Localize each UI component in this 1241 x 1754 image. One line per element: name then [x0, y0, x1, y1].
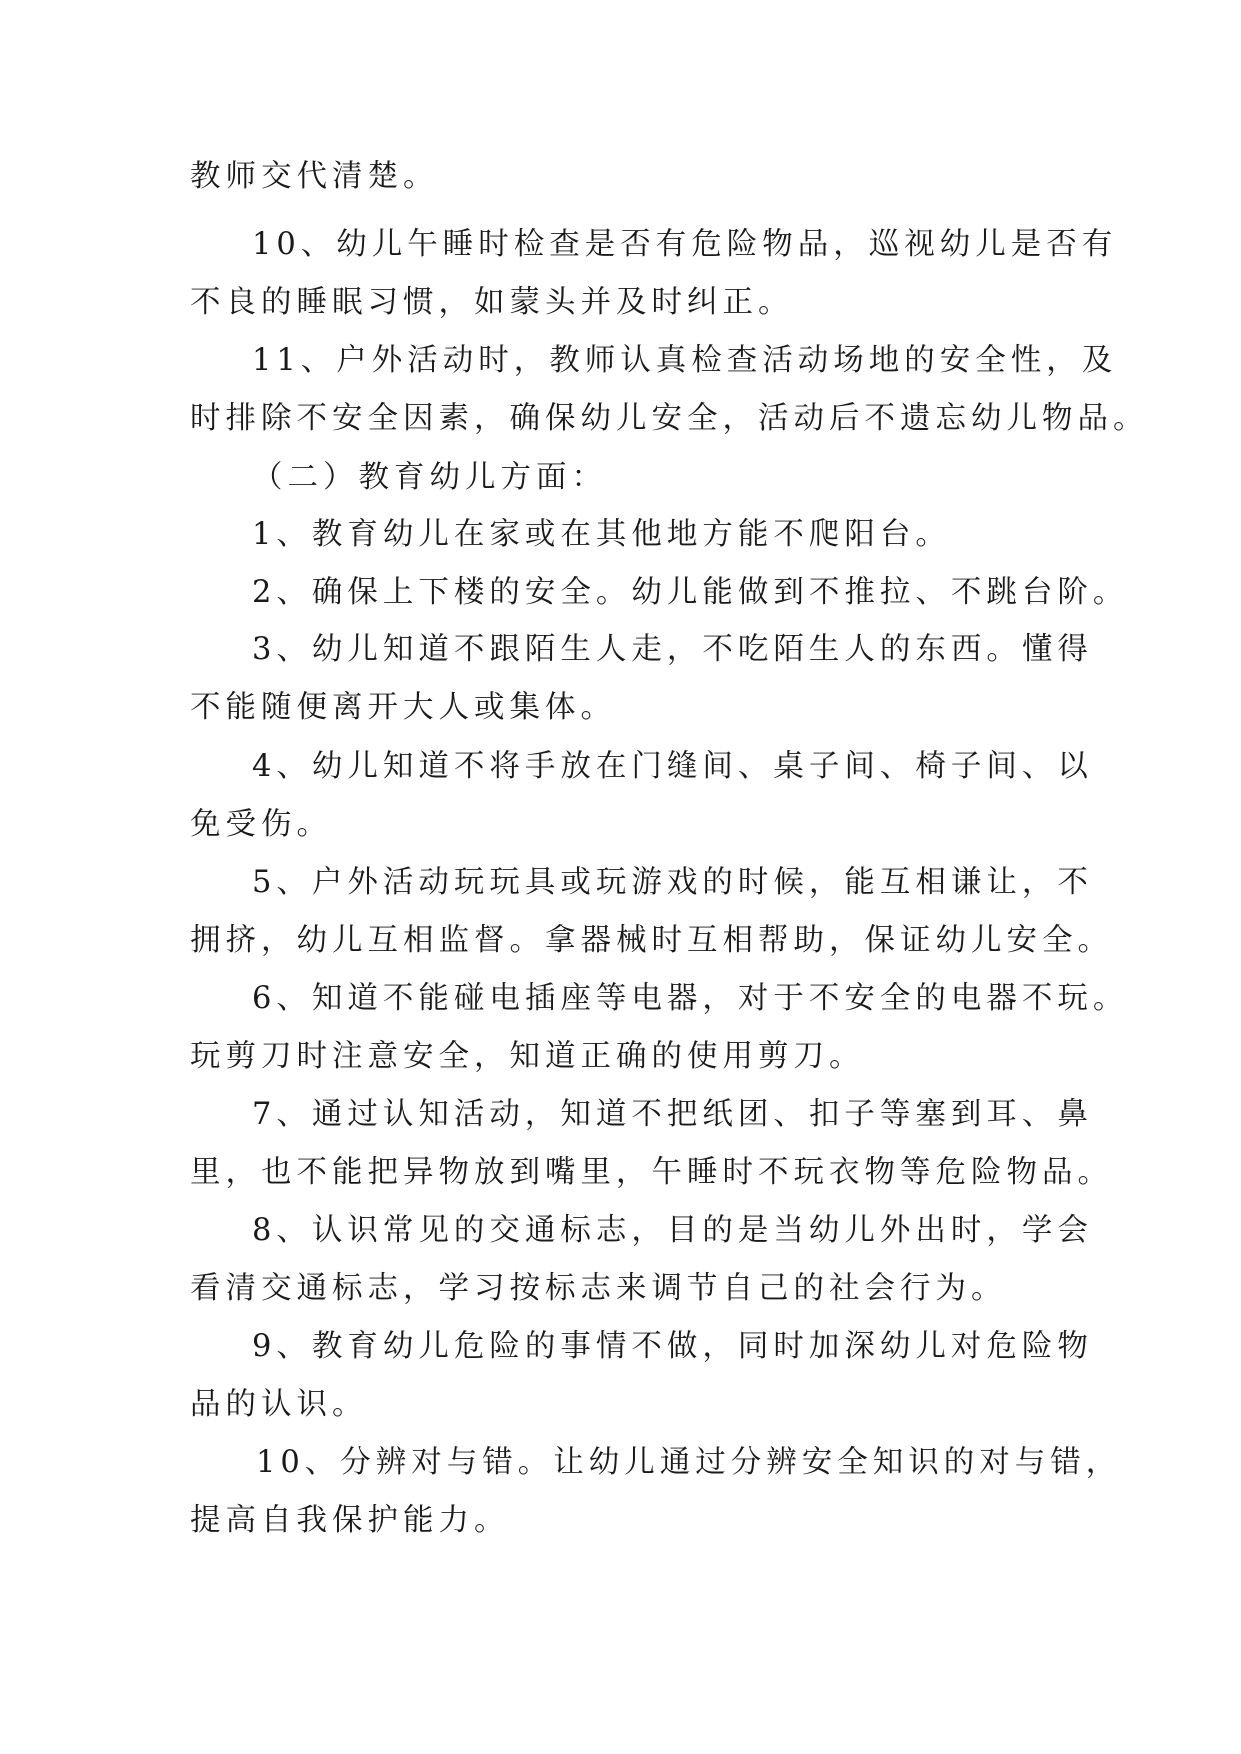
text-line: 5、户外活动玩玩具或玩游戏的时候，能互相谦让，不	[252, 865, 1093, 900]
text-line: 2、确保上下楼的安全。幼儿能做到不推拉、不跳台阶。	[252, 575, 1129, 610]
text-line: 品的认识。	[190, 1387, 368, 1422]
text-line: 10、幼儿午睡时检查是否有危险物品，巡视幼儿是否有	[252, 227, 1118, 262]
text-line: 时排除不安全因素，确保幼儿安全，活动后不遗忘幼儿物品。	[190, 401, 1149, 436]
text-line: 教师交代清楚。	[190, 159, 439, 194]
text-line: 9、教育幼儿危险的事情不做，同时加深幼儿对危险物	[252, 1329, 1093, 1364]
text-line: 6、知道不能碰电插座等电器，对于不安全的电器不玩。	[252, 981, 1129, 1016]
text-line: 1、教育幼儿在家或在其他地方能不爬阳台。	[252, 517, 951, 552]
text-line: 提高自我保护能力。	[190, 1503, 510, 1538]
text-line: 免受伤。	[190, 807, 332, 842]
text-line: 7、通过认知活动，知道不把纸团、扣子等塞到耳、鼻	[252, 1097, 1093, 1132]
section-heading: （二）教育幼儿方面：	[252, 460, 607, 495]
text-line: 不能随便离开大人或集体。	[190, 690, 616, 725]
text-line: 4、幼儿知道不将手放在门缝间、桌子间、椅子间、以	[252, 749, 1093, 784]
text-line: 玩剪刀时注意安全，知道正确的使用剪刀。	[190, 1039, 865, 1074]
text-line: 里，也不能把异物放到嘴里，午睡时不玩衣物等危险物品。	[190, 1155, 1113, 1190]
text-line: 8、认识常见的交通标志，目的是当幼儿外出时，学会	[252, 1213, 1093, 1248]
text-line: 10、分辨对与错。让幼儿通过分辨安全知识的对与错，	[256, 1445, 1122, 1480]
text-line: 看清交通标志，学习按标志来调节自己的社会行为。	[190, 1271, 1007, 1306]
text-line: 11、户外活动时，教师认真检查活动场地的安全性，及	[252, 343, 1118, 378]
text-line: 不良的睡眠习惯，如蒙头并及时纠正。	[190, 285, 794, 320]
text-line: 3、幼儿知道不跟陌生人走，不吃陌生人的东西。懂得	[252, 632, 1093, 667]
text-line: 拥挤，幼儿互相监督。拿器械时互相帮助，保证幼儿安全。	[190, 923, 1113, 958]
